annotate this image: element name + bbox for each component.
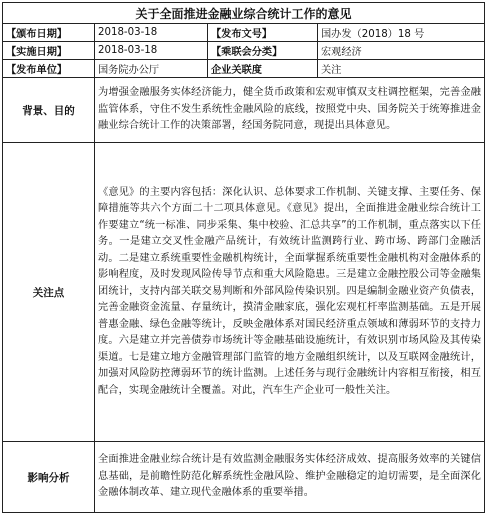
focus-text: 《意见》的主要内容包括：深化认识、总体要求工作机制、关键支撑、主要任务、保障措施等共六个方面二十二项具体意见。《意见》提出，全面推进金融业综合统计工作要建立“统一标准、同步采集、集中校验、汇总共享”的工作机制，重点落实以下任务。一是建立交叉性金融产品统计，有效统计监测跨行业、跨市场、跨部门金融活动。二是建立系统重要性金融机构统计，全面掌握系统重要性金融机构对金融体系的影响程度，及时发现风险传导节点和重大风险隐患。三是建立金融控股公司等金融集团统计，支持内部关联交易判断和外部风险传染识别。四是编制金融业资产负债表，完善金融资金流量、存量统计，摸清金融家底，强化宏观杠杆率监测基础。五是开展普惠金融、绿色金融等统计，反映金融体系对国民经济重点领域和薄弱环节的支持力度。六是建立并完善债券市场统计等金融基础设施统计，有效识别市场风险及其传染渠道。七是建立地方金融管理部门监管的地方金融组织统计，以及互联网金融统计，加强对风险防控薄弱环节的统计监测。上述任务与现行金融统计内容相互衔接，相互配合，实现金融统计全覆盖。对此，汽车生产企业可一般性关注。 bbox=[95, 143, 485, 442]
relevance-label: 企业关联度 bbox=[208, 60, 318, 78]
publisher-value: 国务院办公厅 bbox=[95, 60, 208, 78]
background-text: 为增强金融服务实体经济能力，健全货币政策和宏观审慎双支柱调控框架，完善金融监管体系，守住不发生系统性金融风险的底线，按照党中央、国务院关于统筹推进金融业综合统计工作的决策部署，经国务院同意，现提出具体意见。 bbox=[95, 78, 485, 143]
category-value: 宏观经济 bbox=[318, 42, 485, 60]
focus-label: 关注点 bbox=[3, 143, 95, 442]
policy-document-table bbox=[2, 2, 485, 513]
impl-date-label: 【实施日期】 bbox=[3, 42, 95, 60]
category-label: 【乘联会分类】 bbox=[208, 42, 318, 60]
background-label: 背景、目的 bbox=[3, 78, 95, 143]
doc-number-value: 国办发（2018）18 号 bbox=[318, 24, 485, 42]
issue-date-label: 【颁布日期】 bbox=[3, 24, 95, 42]
issue-date-value: 2018-03-18 bbox=[95, 24, 208, 42]
relevance-value: 关注 bbox=[318, 60, 485, 78]
publisher-label: 【发布单位】 bbox=[3, 60, 95, 78]
doc-number-label: 【发布文号】 bbox=[208, 24, 318, 42]
document-title: 关于全面推进金融业综合统计工作的意见 bbox=[3, 3, 485, 24]
impact-label: 影响分析 bbox=[3, 442, 95, 513]
impact-text: 全面推进金融业综合统计是有效监测金融服务实体经济成效、提高服务效率的关键信息基础，是前瞻性防范化解系统性金融风险、维护金融稳定的迫切需要，是全面深化金融体制改革、建立现代金融体系的重要举措。 bbox=[95, 442, 485, 513]
impl-date-value: 2018-03-18 bbox=[95, 42, 208, 60]
